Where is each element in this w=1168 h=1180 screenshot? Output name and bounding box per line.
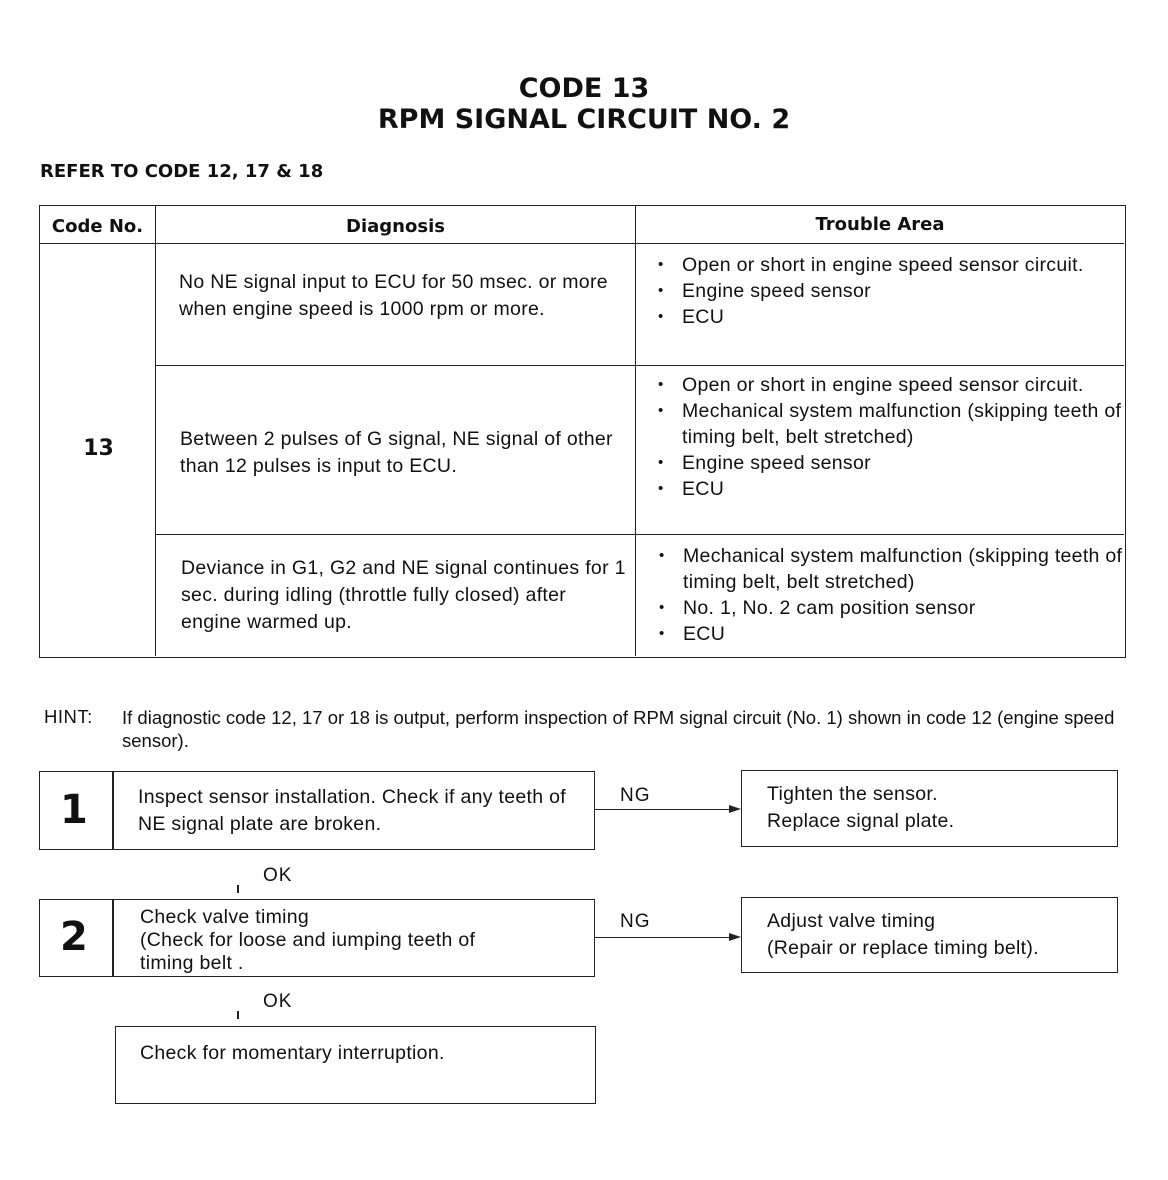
step2-ng-result: Adjust valve timing (Repair or replace timing belt). — [767, 910, 1039, 959]
row2-trouble-list — [656, 372, 1122, 502]
step1-ng-label: NG — [620, 785, 651, 806]
row2-trouble-item: • Mechanical system malfunction (skipping teeth of timing belt, belt stretched) — [656, 398, 1122, 450]
header-trouble-area: Trouble Area — [815, 214, 945, 235]
row3-trouble-item: • Mechanical system malfunction (skipping teeth of timing belt, belt stretched) — [657, 543, 1123, 595]
final-text: Check for momentary interruption. — [140, 1042, 445, 1064]
step2-text-line: Check valve timing — [140, 906, 310, 928]
step1-number: 1 — [60, 787, 88, 833]
arrow-right-icon — [729, 805, 741, 813]
step2-text-line: timing belt . — [140, 952, 244, 974]
step1-text: Inspect sensor installation. Check if any teeth of NE signal plate are broken. — [138, 786, 566, 835]
row3-trouble-item: • No. 1, No. 2 cam position sensor — [657, 595, 1123, 621]
header-diagnosis: Diagnosis — [346, 216, 445, 237]
step2-text — [140, 906, 590, 975]
hint-label: HINT: — [44, 706, 93, 727]
row1-trouble-item: • Open or short in engine speed sensor circuit. — [656, 252, 1116, 278]
row2-trouble-item: • Open or short in engine speed sensor circuit. — [656, 372, 1122, 398]
header-code-no: Code No. — [51, 216, 144, 237]
ok2-label: OK — [263, 991, 293, 1012]
arrow-down-icon — [237, 1011, 239, 1019]
arrow-right-icon — [729, 933, 741, 941]
ok1-label: OK — [263, 865, 293, 886]
arrow-down-icon — [237, 885, 239, 893]
page-title: CODE 13 — [518, 73, 650, 104]
step1-ng-result: Tighten the sensor. Replace signal plate. — [767, 783, 955, 832]
row3-diagnosis: Deviance in G1, G2 and NE signal continues for 1 sec. during idling (throttle fully closed) after engine warmed up. — [181, 557, 626, 633]
hint-text: If diagnostic code 12, 17 or 18 is output, perform inspection of RPM signal circuit (No. 1) shown in code 12 (engine speed sensor). — [122, 707, 1115, 751]
page-subtitle: RPM SIGNAL CIRCUIT NO. 2 — [377, 104, 791, 135]
refer-note: REFER TO CODE 12, 17 & 18 — [40, 161, 324, 182]
row3-trouble-item: • ECU — [657, 621, 1123, 647]
row1-trouble-item: • ECU — [656, 304, 1116, 330]
step2-number: 2 — [60, 914, 88, 960]
step2-ng-label: NG — [620, 911, 651, 932]
code-number: 13 — [83, 436, 114, 461]
row1-diagnosis: No NE signal input to ECU for 50 msec. or more when engine speed is 1000 rpm or more. — [179, 271, 608, 320]
row2-trouble-item: • ECU — [656, 476, 1122, 502]
row2-trouble-item: • Engine speed sensor — [656, 450, 1122, 476]
row1-trouble-item: • Engine speed sensor — [656, 278, 1116, 304]
step2-text-line: (Check for loose and iumping teeth of — [140, 929, 476, 951]
row2-diagnosis: Between 2 pulses of G signal, NE signal of other than 12 pulses is input to ECU. — [180, 428, 613, 477]
row3-trouble-list — [657, 543, 1123, 647]
row1-trouble-list — [656, 252, 1116, 330]
